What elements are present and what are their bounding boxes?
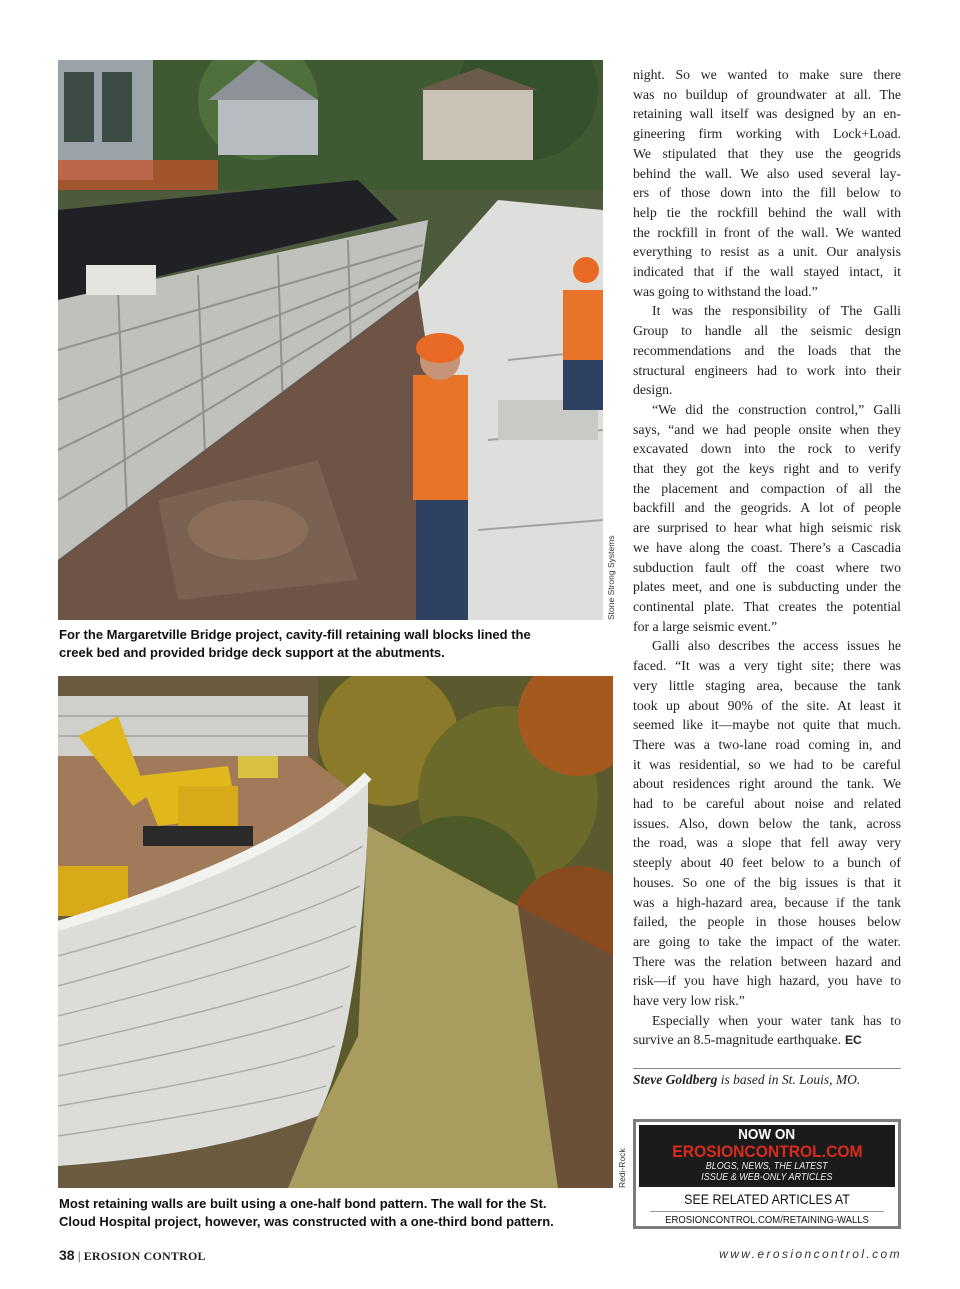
caption-line: creek bed and provided bridge deck support at the abutments. [59, 645, 445, 660]
text-line: gineering firm working with Lock+Load. [633, 126, 901, 142]
paragraph [633, 1011, 901, 1051]
author-bio-text: is based in St. Louis, MO. [717, 1072, 861, 1087]
photo2-credit: Redi-Rock [617, 1148, 627, 1188]
text-line: We stipulated that they use the geogrids [633, 145, 901, 161]
text-line: we have along the coast. There’s a Cascadia [633, 539, 901, 555]
promo-site-link[interactable]: EROSIONCONTROL.COM [671, 1142, 863, 1161]
text-line: recommendations and the loads that the [633, 342, 901, 358]
text-line: retaining wall itself was designed by an en- [633, 106, 901, 122]
promo-banner [639, 1125, 895, 1187]
bio-divider [633, 1068, 901, 1069]
text-line: excavated down into the rock to verify [633, 441, 901, 457]
text-line: ers of those down into the fill below to [633, 185, 901, 201]
text-line: took up about 90% of the site. At least it [633, 697, 901, 713]
text-line: was going to withstand the load.” [633, 283, 818, 299]
text-line: There was the relation between hazard and [633, 953, 901, 969]
promo-box[interactable] [633, 1119, 901, 1229]
text-line: seemed like it—maybe not quite that much. [633, 717, 901, 733]
photo2-caption [59, 1195, 554, 1231]
text-line: subduction fault off the coast where two [633, 559, 901, 575]
text-line: Galli also describes the access issues he [652, 638, 901, 654]
author-name: Steve Goldberg [633, 1072, 718, 1087]
text-line: Group to handle all the seismic design [633, 323, 901, 339]
text-line: failed, the people in those houses below [633, 914, 901, 930]
promo-subtitle-1: BLOGS, NEWS, THE LATEST [706, 1161, 828, 1172]
text-line: are surprised to hear what high seismic risk [633, 520, 901, 536]
text-line: structural engineers had to work into their [633, 362, 901, 378]
page-number: 38 [59, 1247, 75, 1263]
text-line: continental plate. That creates the potential [633, 598, 901, 614]
paragraph [633, 301, 901, 400]
author-bio [633, 1072, 860, 1088]
promo-related-link[interactable]: EROSIONCONTROL.COM/RETAINING-WALLS [650, 1211, 884, 1226]
caption-line: Most retaining walls are built using a one-half bond pattern. The wall for the St. [59, 1196, 547, 1211]
text-line: had to be careful about noise and related [633, 796, 901, 812]
text-line: steeply about 40 feet below to a bunch of [633, 855, 901, 871]
promo-see-related: SEE RELATED ARTICLES AT [684, 1192, 850, 1207]
text-line: houses. So one of the big issues is that it [633, 874, 901, 890]
text-line: it was residential, so we had to be careful [633, 756, 901, 772]
text-line: the rockfill in front of the wall. We wanted [633, 224, 901, 240]
website-url[interactable]: www.erosioncontrol.com [719, 1247, 902, 1261]
paragraph [633, 636, 901, 1010]
photo1-caption [59, 626, 531, 662]
end-mark: EC [845, 1033, 862, 1048]
text-line: for a large seismic event.” [633, 618, 778, 634]
text-line: There was a two-lane road coming in, and [633, 736, 901, 752]
caption-line: Cloud Hospital project, however, was constructed with a one-third bond pattern. [59, 1214, 554, 1229]
text-line: “We did the construction control,” Galli [652, 401, 901, 417]
text-line: was a high-hazard area, because if the tank [633, 894, 901, 910]
footer-separator: | [77, 1248, 81, 1263]
text-line: everything to resist as a unit. Our analysis [633, 244, 901, 260]
article-column [633, 65, 901, 1051]
promo-subtitle-2: ISSUE & WEB-ONLY ARTICLES [701, 1172, 833, 1183]
text-line: help tie the rockfill behind the wall with [633, 204, 901, 220]
text-line: was no buildup of groundwater at all. The [633, 86, 901, 102]
text-line: issues. Also, down below the tank, across [633, 815, 901, 831]
photo1-credit: Stone Strong Systems [606, 535, 616, 620]
photo-margaretville-bridge [58, 60, 603, 620]
text-line [633, 1030, 901, 1051]
text-line: the road, was a slope that fell away very [633, 835, 901, 851]
page-footer-left [59, 1247, 206, 1264]
text-line: says, “and we had people onsite when they [633, 421, 901, 437]
text-line: backfill and the geogrids. A lot of people [633, 500, 901, 516]
text-line: design. [633, 382, 673, 398]
text-line: have very low risk.” [633, 993, 745, 1009]
text-line: about residences right around the tank. We [633, 776, 901, 792]
text-line: are going to take the impact of the water. [633, 933, 901, 949]
publication-name: EROSION CONTROL [83, 1249, 206, 1263]
text-line: risk—if you have high hazard, you have to [633, 973, 901, 989]
photo-st-cloud-hospital [58, 676, 613, 1188]
caption-line: For the Margaretville Bridge project, cavity-fill retaining wall blocks lined the [59, 627, 531, 642]
text-line-content: survive an 8.5-magnitude earthquake. [633, 1032, 842, 1048]
paragraph [633, 65, 901, 301]
paragraph [633, 400, 901, 636]
text-line: night. So we wanted to make sure there [633, 67, 901, 82]
text-line: indicated that if the wall stayed intact, it [633, 264, 901, 280]
text-line: that they got the keys right and to verify [633, 461, 901, 477]
text-line: the placement and compaction of all the [633, 480, 901, 496]
text-line: faced. “It was a very tight site; there was [633, 658, 901, 674]
text-line: plates meet, and one is subducting under the [633, 579, 901, 595]
promo-now-on: NOW ON [738, 1126, 796, 1143]
text-line: behind the wall. We also used several lay- [633, 165, 901, 181]
text-line: very little staging area, because the tank [633, 677, 901, 693]
text-line: It was the responsibility of The Galli [652, 303, 901, 319]
text-line: Especially when your water tank has to [652, 1012, 901, 1028]
